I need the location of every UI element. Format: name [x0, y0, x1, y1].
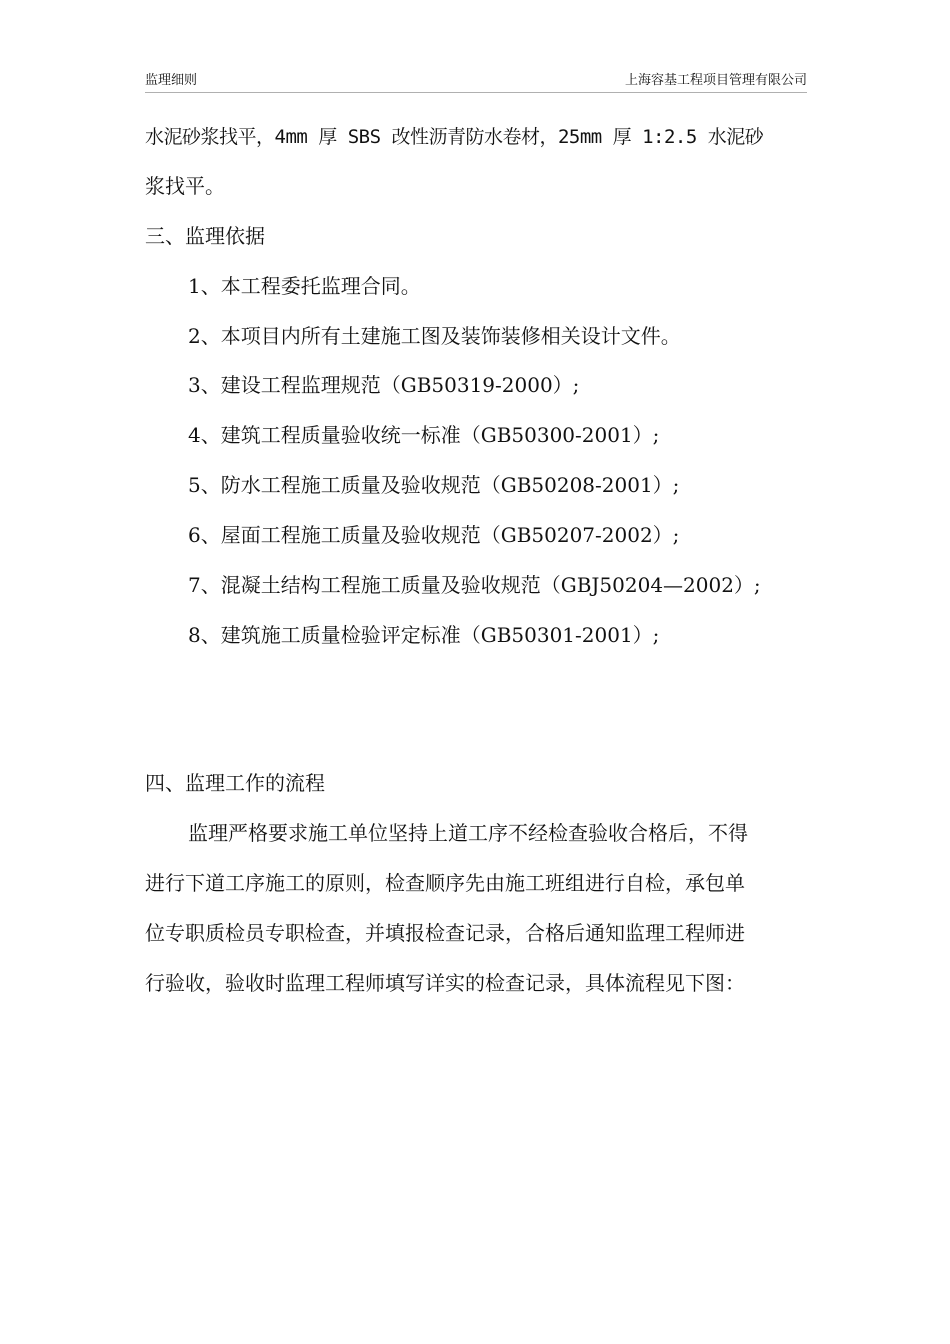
body-line-1-text: 水泥砂浆找平，4mm 厚 SBS 改性沥青防水卷材，25mm 厚 1:2.5 水泥砂 [145, 126, 764, 148]
paragraph-line: 进行下道工序施工的原则，检查顺序先由施工班组进行自检，承包单 [145, 871, 745, 895]
basis-item: 3、建设工程监理规范（GB50319-2000）; [188, 373, 580, 397]
basis-item: 4、建筑工程质量验收统一标准（GB50300-2001）; [188, 423, 660, 447]
page-header [145, 70, 807, 93]
body-line-1 [145, 122, 763, 151]
basis-item: 2、本项目内所有土建施工图及装饰装修相关设计文件。 [188, 324, 681, 348]
body-line-2: 浆找平。 [145, 174, 225, 198]
basis-item: 8、建筑施工质量检验评定标准（GB50301-2001）; [188, 623, 660, 647]
basis-item: 7、混凝土结构工程施工质量及验收规范（GBJ50204—2002）; [188, 573, 761, 597]
paragraph-line: 行验收，验收时监理工程师填写详实的检查记录，具体流程见下图： [145, 971, 745, 995]
section-3-heading: 三、监理依据 [145, 224, 265, 248]
header-company-name: 上海容基工程项目管理有限公司 [624, 73, 807, 88]
basis-item: 6、屋面工程施工质量及验收规范（GB50207-2002）; [188, 523, 680, 547]
paragraph-line: 位专职质检员专职检查，并填报检查记录，合格后通知监理工程师进 [145, 921, 745, 945]
basis-item: 5、防水工程施工质量及验收规范（GB50208-2001）; [188, 473, 680, 497]
paragraph-line: 监理严格要求施工单位坚持上道工序不经检查验收合格后，不得 [188, 821, 748, 845]
header-document-title: 监理细则 [145, 73, 198, 88]
section-4-heading: 四、监理工作的流程 [145, 771, 325, 795]
basis-item: 1、本工程委托监理合同。 [188, 274, 421, 298]
